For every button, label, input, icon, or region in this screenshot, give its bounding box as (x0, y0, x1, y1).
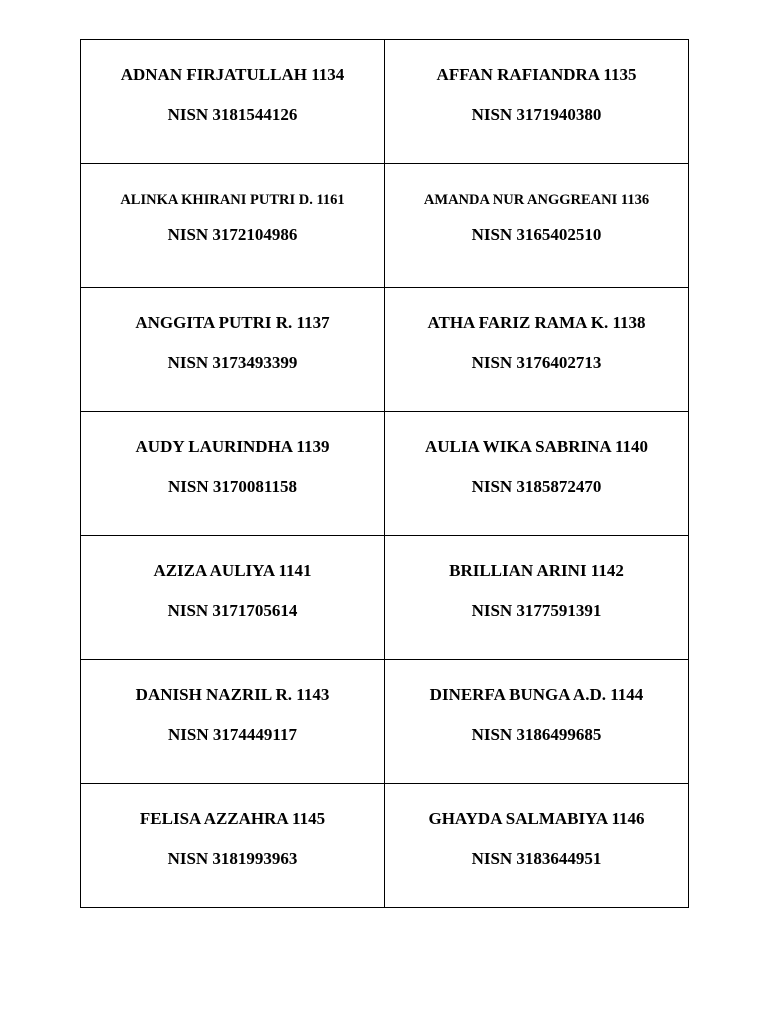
student-nisn: NISN 3177591391 (471, 601, 602, 620)
student-label-cell (81, 288, 385, 412)
student-nisn: NISN 3171705614 (167, 601, 298, 620)
table-row (81, 536, 689, 660)
student-nisn: NISN 3174449117 (168, 725, 297, 744)
student-label-cell (81, 412, 385, 536)
student-name: ADNAN FIRJATULLAH 1134 (120, 65, 345, 84)
student-nisn: NISN 3176402713 (471, 353, 602, 372)
student-nisn: NISN 3185872470 (471, 477, 602, 496)
table-row (81, 660, 689, 784)
student-label-cell (385, 412, 689, 536)
student-nisn: NISN 3186499685 (471, 725, 602, 744)
student-nisn: NISN 3181993963 (167, 849, 298, 868)
student-label-cell (81, 536, 385, 660)
student-nisn: NISN 3170081158 (168, 477, 297, 496)
table-row (81, 784, 689, 908)
student-label-cell (385, 288, 689, 412)
student-label-cell (385, 784, 689, 908)
table-row (81, 164, 689, 288)
student-label-cell (81, 164, 385, 288)
table-row (81, 412, 689, 536)
student-label-cell (385, 40, 689, 164)
student-name: ALINKA KHIRANI PUTRI D. 1161 (120, 192, 345, 208)
student-name: ATHA FARIZ RAMA K. 1138 (427, 313, 646, 332)
table-row (81, 288, 689, 412)
student-nisn: NISN 3172104986 (167, 225, 298, 244)
student-name: AULIA WIKA SABRINA 1140 (424, 437, 649, 456)
student-name: AUDY LAURINDHA 1139 (135, 437, 330, 456)
student-nisn: NISN 3183644951 (471, 849, 602, 868)
student-name: FELISA AZZAHRA 1145 (139, 809, 326, 828)
student-label-cell (81, 40, 385, 164)
student-nisn: NISN 3165402510 (471, 225, 602, 244)
student-name: DANISH NAZRIL R. 1143 (135, 685, 330, 704)
student-label-cell (385, 164, 689, 288)
student-nisn: NISN 3173493399 (167, 353, 298, 372)
student-name: DINERFA BUNGA A.D. 1144 (429, 685, 644, 704)
student-name: ANGGITA PUTRI R. 1137 (135, 313, 330, 332)
student-name: AMANDA NUR ANGGREANI 1136 (423, 192, 650, 208)
student-label-table (80, 39, 689, 908)
table-row (81, 40, 689, 164)
student-label-cell (81, 784, 385, 908)
student-name: AFFAN RAFIANDRA 1135 (436, 65, 637, 84)
student-label-cell (385, 660, 689, 784)
student-label-cell (81, 660, 385, 784)
student-name: AZIZA AULIYA 1141 (153, 561, 312, 580)
student-nisn: NISN 3171940380 (471, 105, 602, 124)
student-name: BRILLIAN ARINI 1142 (449, 561, 624, 580)
student-name: GHAYDA SALMABIYA 1146 (428, 809, 645, 828)
student-label-cell (385, 536, 689, 660)
student-nisn: NISN 3181544126 (167, 105, 298, 124)
